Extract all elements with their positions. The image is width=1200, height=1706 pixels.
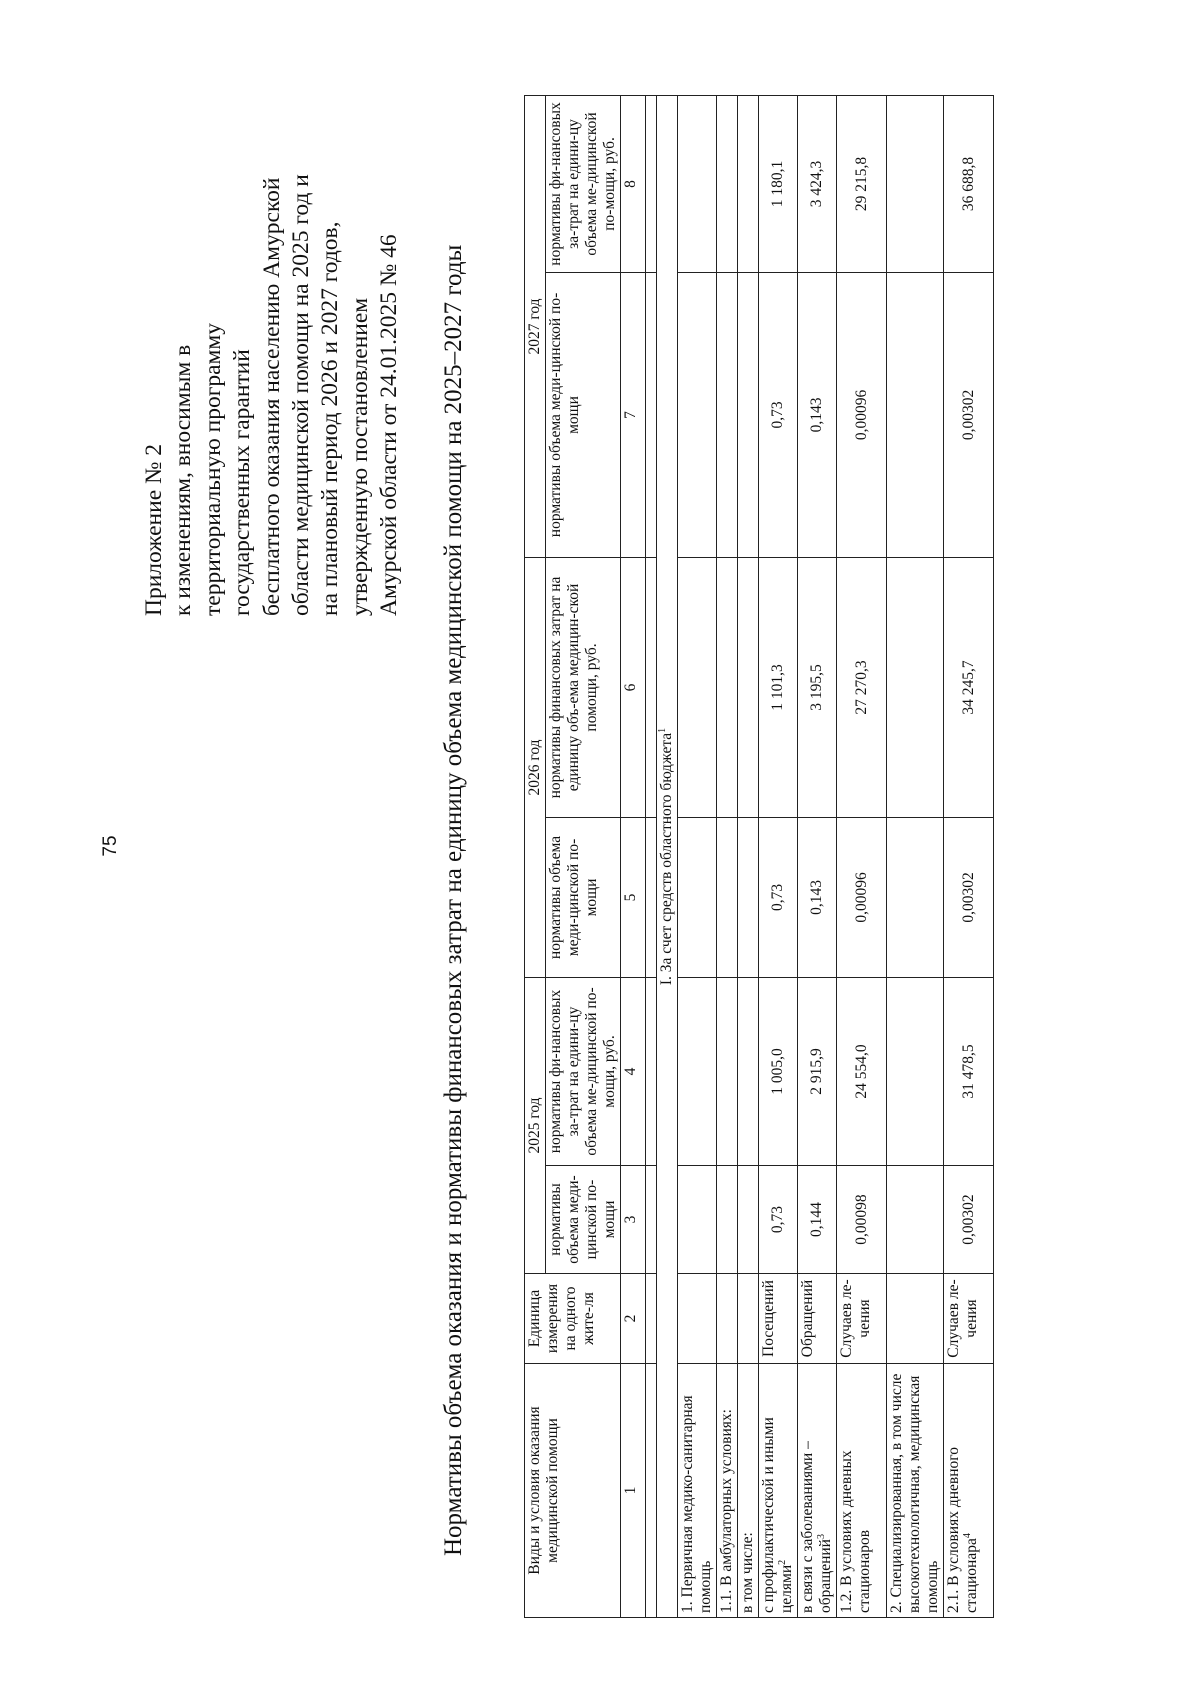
norms-table [524,95,994,1618]
row-unit [738,1274,759,1364]
row-value [887,95,944,272]
table-row [717,95,738,1617]
table-body [678,95,994,1617]
row-value [738,977,759,1165]
row-value [717,1166,738,1274]
header-cost-norm: нормативы финансовых затрат на единицу объ-ема медицин-ской помощи, руб. [546,557,621,817]
row-value: 3 424,3 [798,95,837,272]
appendix-line: области медицинской помощи на 2025 год и [288,174,315,616]
row-value: 0,143 [798,272,837,557]
appendix-line: утвержденную постановлением [346,297,373,616]
row-label: 1.2. В условиях дневных стационаров [838,1450,873,1613]
row-value [887,817,944,977]
row-value: 31 478,5 [944,977,994,1165]
row-label-cell [837,1364,887,1618]
row-value: 0,143 [798,817,837,977]
row-value: 0,73 [759,272,798,557]
header-row [525,95,546,1617]
table-row [887,95,944,1617]
row-label: в связи с заболеваниями – обращений [799,1441,834,1613]
row-label: в том числе: [739,1532,756,1613]
row-value: 0,00302 [944,817,994,977]
table-row [837,95,887,1617]
appendix-header [140,96,405,616]
row-value [678,977,717,1165]
header-year-2025: 2025 год [525,977,546,1273]
row-value: 0,144 [798,1166,837,1274]
row-unit [678,1274,717,1364]
appendix-line: Приложение № 2 [141,443,167,616]
row-value [678,1166,717,1274]
section-title-cell [657,95,678,1617]
spacer-cell [646,977,657,1165]
spacer-cell [646,1274,657,1364]
row-label: 2.1. В условиях дневного стационара [945,1447,980,1613]
row-value [678,95,717,272]
row-value: 0,00098 [837,1166,887,1274]
footnote-mark: 1 [656,727,668,733]
column-number: 5 [621,817,646,977]
row-unit [887,1274,944,1364]
footnote-mark: 4 [961,1533,973,1539]
appendix-line: Амурской области от 24.01.2025 № 46 [376,234,403,616]
header-year-2026: 2026 год [525,557,546,977]
row-value: 0,00302 [944,272,994,557]
row-value [738,817,759,977]
spacer-row [646,95,657,1617]
row-label-cell [678,1364,717,1618]
header-volume-norm: нормативы объема меди-цинской по-мощи [546,272,621,557]
row-value: 1 180,1 [759,95,798,272]
appendix-line: государственных гарантий [229,349,256,616]
spacer-cell [646,557,657,817]
spacer-cell [646,95,657,272]
row-unit: Обращений [798,1274,837,1364]
row-value [887,557,944,817]
column-number: 4 [621,977,646,1165]
row-label-cell [717,1364,738,1618]
row-value: 0,00096 [837,272,887,557]
row-value: 0,00096 [837,817,887,977]
row-label: 2. Специализированная, в том числе высокотехнологичная, медицинская помощь [888,1373,941,1613]
appendix-line: на плановый период 2026 и 2027 годов, [317,221,344,616]
row-value [678,557,717,817]
row-unit [717,1274,738,1364]
row-value [717,95,738,272]
spacer-cell [646,272,657,557]
page-number: 75 [100,835,121,857]
row-value: 3 195,5 [798,557,837,817]
row-label-cell [798,1364,837,1618]
row-unit: Случаев ле-чения [944,1274,994,1364]
row-value: 0,73 [759,1166,798,1274]
header-volume-norm: нормативы объема меди-цинской по-мощи [546,817,621,977]
row-label-cell [944,1364,994,1618]
table-row [798,95,837,1617]
row-value: 34 245,7 [944,557,994,817]
header-cost-norm: нормативы фи-нансовых за-трат на едини-цу объема ме-дицинской по-мощи, руб. [546,977,621,1165]
row-value: 29 215,8 [837,95,887,272]
row-value [738,1166,759,1274]
row-value [678,817,717,977]
row-value [887,272,944,557]
table-row [944,95,994,1617]
row-value [738,95,759,272]
section-title: I. За счет средств областного бюджета [658,732,675,986]
row-value [887,977,944,1165]
table-row [759,95,798,1617]
row-label-cell [887,1364,944,1618]
row-unit: Посещений [759,1274,798,1364]
row-value [717,272,738,557]
column-number-row [621,95,646,1617]
header-volume-norm: нормативы объема меди-цинской по-мощи [546,1166,621,1274]
row-value: 1 005,0 [759,977,798,1165]
header-unit: Единица измерения на одного жите-ля [525,1274,621,1364]
row-label: 1. Первичная медико-санитарная помощь [679,1395,714,1613]
column-number: 8 [621,95,646,272]
row-value: 27 270,3 [837,557,887,817]
spacer-cell [646,1166,657,1274]
footnote-mark: 2 [776,1559,788,1565]
column-number: 6 [621,557,646,817]
row-value: 24 554,0 [837,977,887,1165]
row-label: 1.1. В амбулаторных условиях: [718,1409,735,1613]
row-value: 0,00302 [944,1166,994,1274]
row-value [717,557,738,817]
row-unit: Случаев ле-чения [837,1274,887,1364]
appendix-line: бесплатного оказания населению Амурской [258,177,285,616]
column-number: 1 [621,1364,646,1618]
row-value [678,272,717,557]
column-number: 7 [621,272,646,557]
row-value [738,272,759,557]
row-value [738,557,759,817]
appendix-line: к изменениям, вносимым в [170,344,197,616]
column-number: 2 [621,1274,646,1364]
table-row [738,95,759,1617]
document-title: Нормативы объема оказания и нормативы финансовых затрат на единицу объема медицинской помощи на 2025–2027 годы [440,244,467,1556]
appendix-line: территориальную программу [199,322,226,616]
footnote-mark: 3 [815,1534,827,1540]
row-label-cell [738,1364,759,1618]
header-cost-norm: нормативы фи-нансовых за-трат на едини-цу объема ме-дицинской по-мощи, руб. [546,95,621,272]
row-value [717,817,738,977]
row-value: 1 101,3 [759,557,798,817]
spacer-cell [646,1364,657,1618]
section-row [657,95,678,1617]
column-number: 3 [621,1166,646,1274]
header-type-of-care: Виды и условия оказания медицинской помощи [525,1364,621,1618]
row-value [717,977,738,1165]
row-label-cell [759,1364,798,1618]
row-label: с профилактической и иными целями [760,1417,795,1613]
row-value: 0,73 [759,817,798,977]
row-value: 2 915,9 [798,977,837,1165]
row-value [887,1166,944,1274]
header-year-2027: 2027 год [525,95,546,557]
table-row [678,95,717,1617]
row-value: 36 688,8 [944,95,994,272]
spacer-cell [646,817,657,977]
